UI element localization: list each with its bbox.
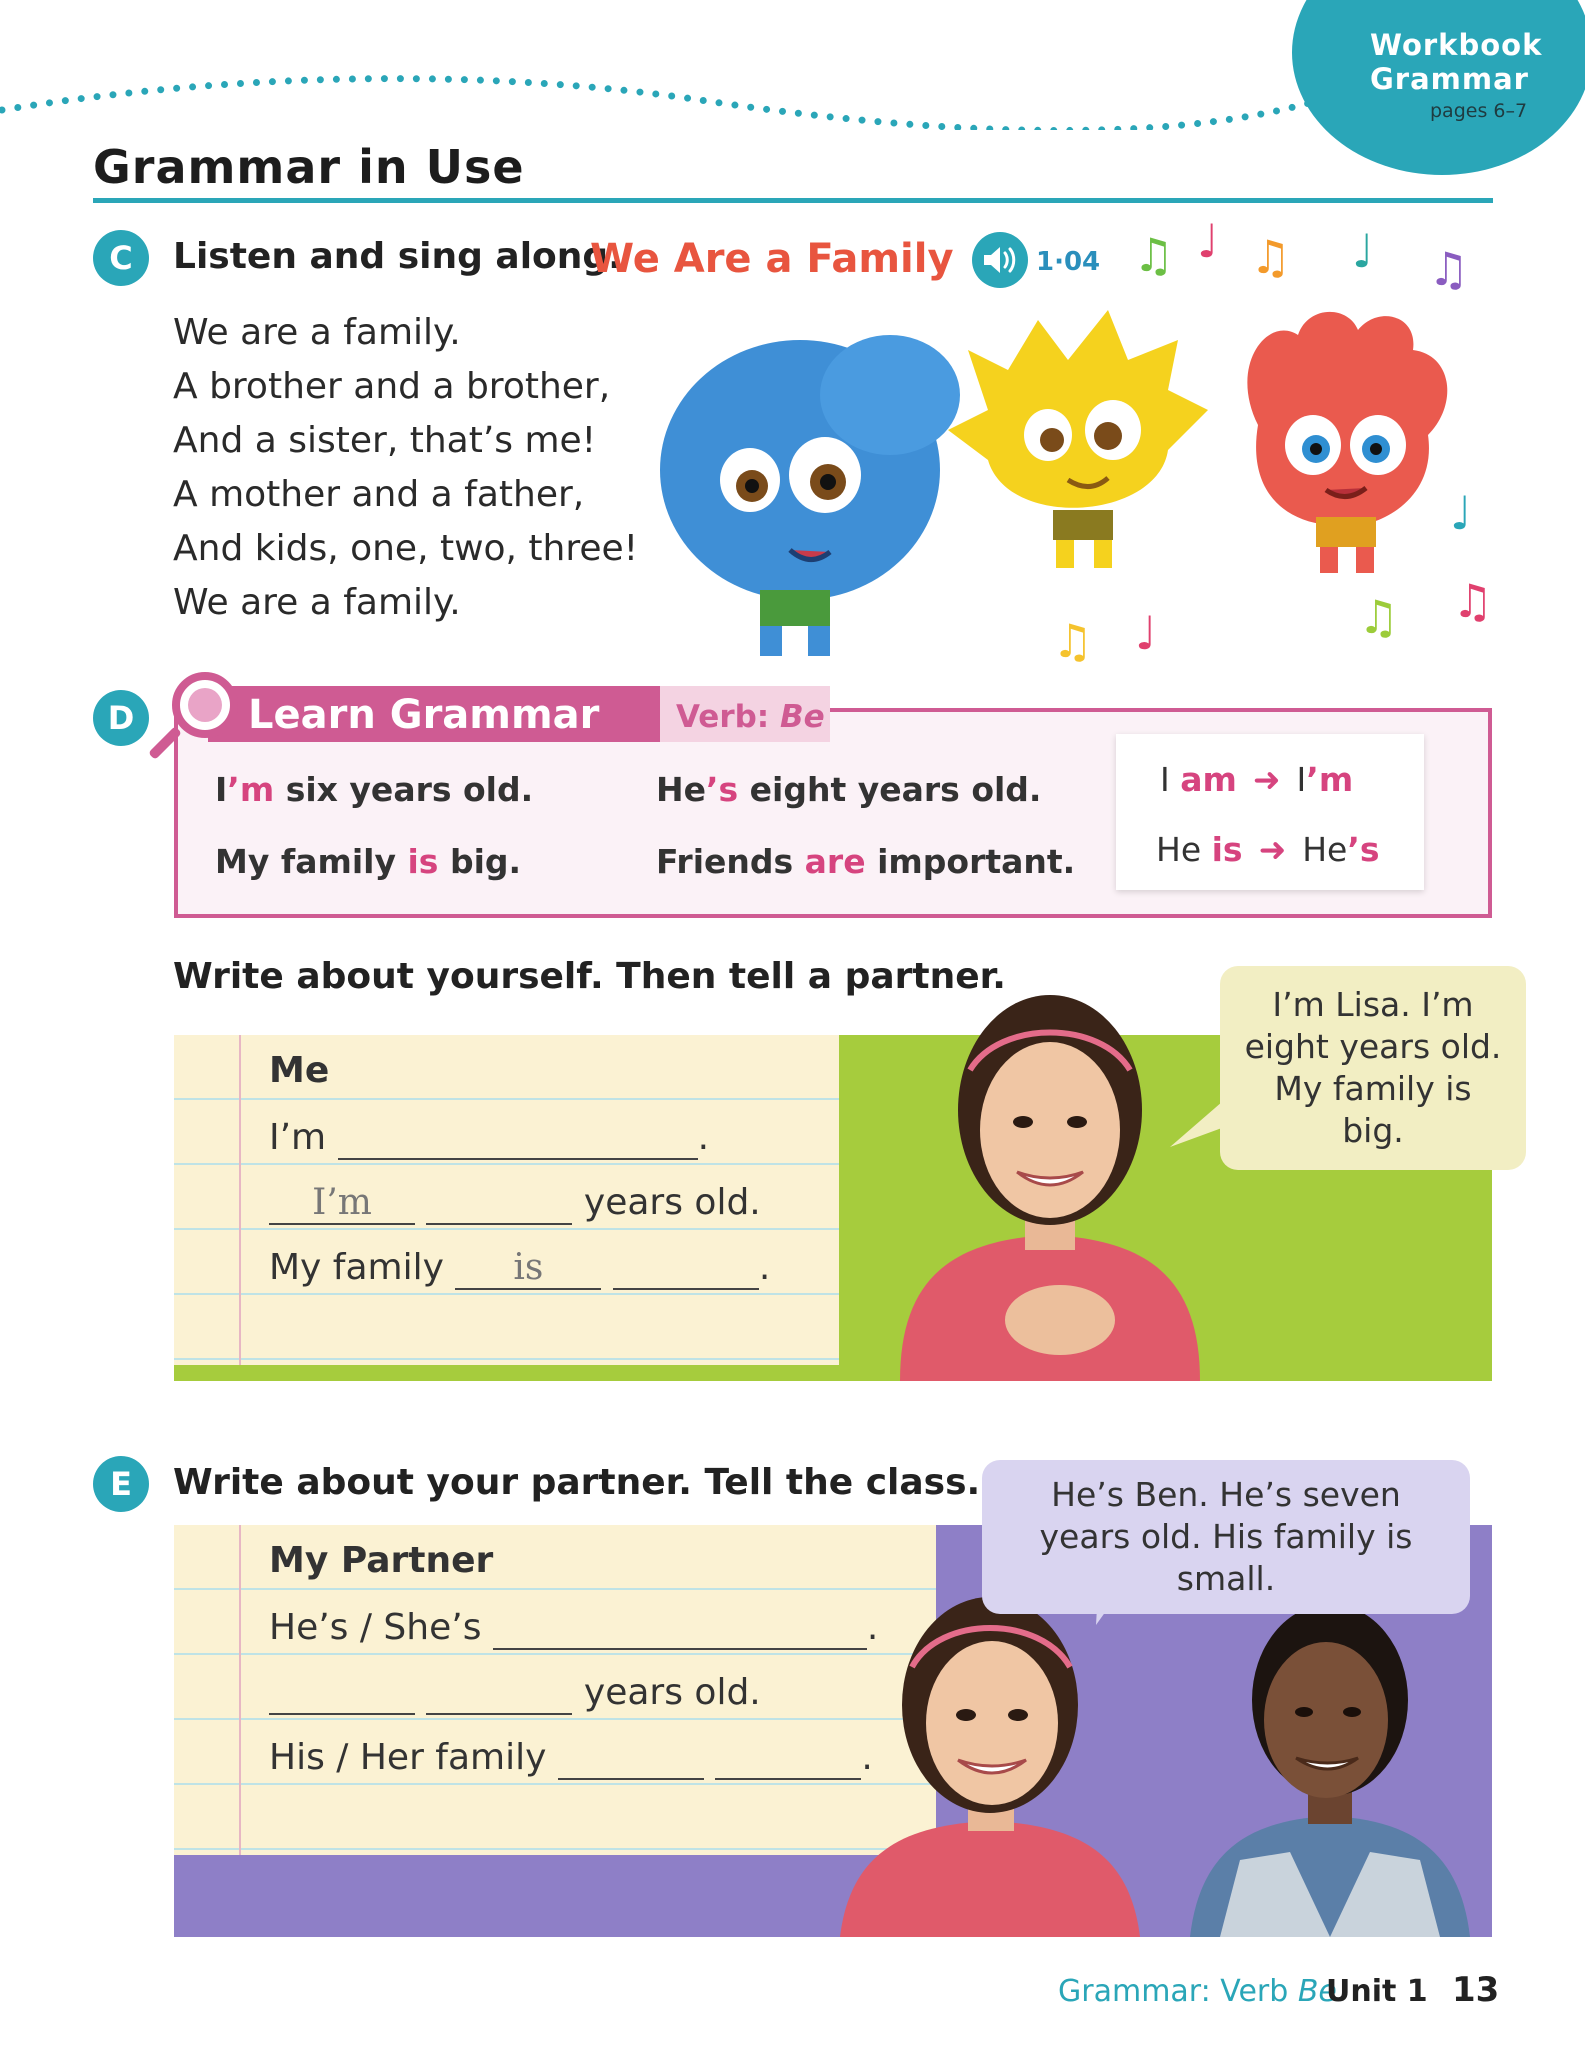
lyric-line: We are a family. [173, 312, 461, 353]
exercise-e-instruction: Write about your partner. Tell the class. [173, 1462, 981, 1503]
notebook-me [174, 1035, 839, 1365]
music-note-icon: ♫ [1052, 614, 1094, 668]
write-line: His / Her family . [269, 1737, 873, 1778]
music-note-icon: ♫ [1250, 230, 1292, 284]
speech-bubble-ben: He’s Ben. He’s seven years old. His family is small. [982, 1460, 1470, 1614]
dotted-wave-decoration [0, 60, 1330, 130]
answer-blank[interactable] [613, 1247, 759, 1290]
exercise-d-marker: D [93, 690, 149, 746]
arrow-right-icon: ➜ [1252, 760, 1281, 799]
badge-line1: Workbook [1370, 28, 1543, 62]
badge-pages: pages 6–7 [1430, 100, 1528, 122]
page-number: 13 [1452, 1970, 1500, 2010]
notebook-heading: My Partner [269, 1540, 494, 1581]
section-title: Grammar in Use [93, 140, 525, 194]
write-line: I’m . [269, 1117, 710, 1158]
speech-bubble-lisa: I’m Lisa. I’m eight years old. My family is big. [1220, 966, 1526, 1170]
exercise-d-write-instruction: Write about yourself. Then tell a partner. [173, 956, 1006, 997]
blue-character-illustration [640, 300, 980, 670]
boy-photo [1180, 1590, 1480, 1937]
topic-prefix: Verb: [676, 699, 780, 735]
music-note-icon: ♫ [1358, 590, 1400, 644]
answer-blank[interactable] [426, 1182, 572, 1225]
learn-grammar-topic [660, 686, 830, 742]
topic-verb: Be [780, 699, 825, 735]
music-note-icon: ♫ [1428, 242, 1470, 296]
girl-photo [880, 980, 1220, 1381]
yellow-character-illustration [948, 310, 1228, 580]
learn-grammar-tab: Learn Grammar [208, 686, 660, 742]
answer-blank[interactable] [338, 1117, 698, 1160]
lyric-line: And a sister, that’s me! [173, 420, 597, 461]
write-line: I’m years old. [269, 1182, 761, 1225]
exercise-c-marker: C [93, 230, 149, 286]
audio-speaker-icon[interactable] [972, 232, 1028, 288]
girl-photo [840, 1585, 1150, 1937]
lyric-line: We are a family. [173, 582, 461, 623]
music-note-icon: ♩ [1197, 214, 1219, 268]
footer-topic: Grammar: Verb Be [1058, 1974, 1337, 2009]
section-rule [93, 198, 1493, 203]
grammar-example: My family is big. [215, 842, 522, 881]
grammar-example: I’m six years old. [215, 770, 534, 809]
lyric-line: A brother and a brother, [173, 366, 611, 407]
answer-blank[interactable] [426, 1672, 572, 1715]
song-title: We Are a Family [590, 236, 954, 282]
audio-track-number: 1·04 [1036, 247, 1101, 277]
write-line: He’s / She’s . [269, 1607, 879, 1648]
song-lyrics [173, 306, 638, 630]
badge-line2: Grammar [1370, 62, 1529, 96]
notebook-heading: Me [269, 1050, 330, 1091]
exercise-c-instruction: Listen and sing along. [173, 236, 622, 277]
answer-blank[interactable]: is [455, 1247, 601, 1290]
magnifier-lens [188, 688, 222, 722]
music-note-icon: ♩ [1352, 224, 1374, 278]
contraction-row: I am ➜ I’m [1160, 760, 1354, 799]
answer-blank[interactable]: I’m [269, 1182, 415, 1225]
answer-blank[interactable] [269, 1672, 415, 1715]
music-note-icon: ♫ [1452, 574, 1494, 628]
grammar-example: He’s eight years old. [656, 770, 1042, 809]
red-character-illustration [1228, 305, 1468, 585]
notebook-my-partner [174, 1525, 936, 1855]
lyric-line: A mother and a father, [173, 474, 585, 515]
answer-blank[interactable] [558, 1737, 704, 1780]
answer-blank[interactable] [493, 1607, 867, 1650]
workbook-badge [1292, 0, 1585, 175]
write-line: years old. [269, 1672, 761, 1715]
music-note-icon: ♩ [1135, 606, 1157, 660]
music-note-icon: ♫ [1133, 228, 1175, 282]
write-line: My family is . [269, 1247, 771, 1288]
footer-unit: Unit 1 [1326, 1974, 1428, 2009]
music-note-icon: ♩ [1450, 486, 1472, 540]
exercise-e-marker: E [93, 1456, 149, 1512]
grammar-example: Friends are important. [656, 842, 1076, 881]
contraction-row: He is ➜ He’s [1156, 830, 1380, 869]
lyric-line: And kids, one, two, three! [173, 528, 639, 569]
contractions-card [1116, 734, 1424, 890]
arrow-right-icon: ➜ [1258, 830, 1287, 869]
